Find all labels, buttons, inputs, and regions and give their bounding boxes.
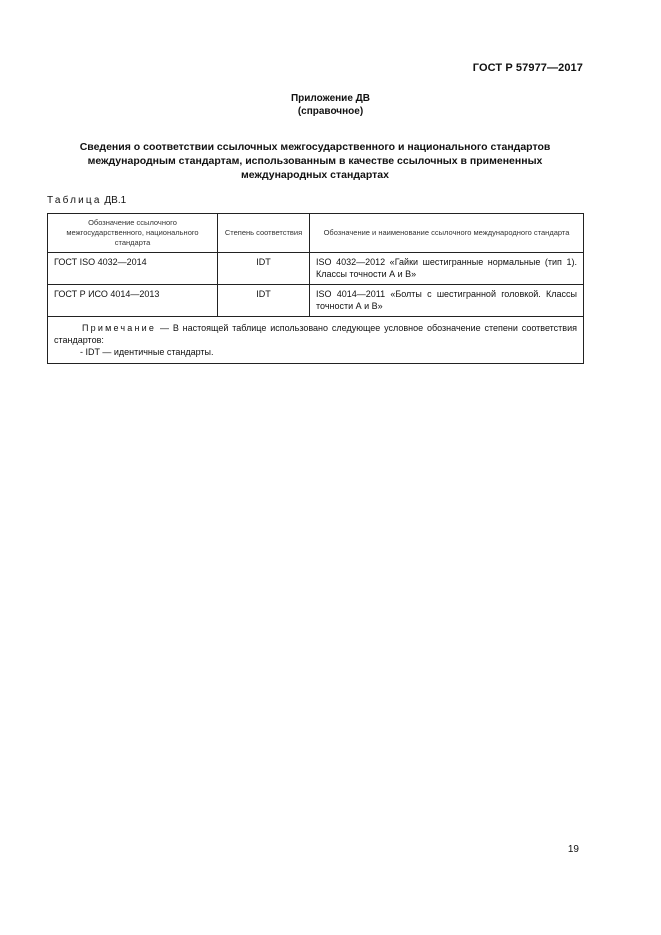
table-note bbox=[48, 317, 584, 364]
note-dash: — bbox=[159, 323, 169, 333]
table-note-row bbox=[48, 317, 584, 364]
header-cell-standard: Обозначение ссылочного межгосударственного, национального стандарта bbox=[48, 214, 218, 253]
section-heading-line: международным стандартам, использованным в качестве ссылочных в примененных bbox=[87, 155, 543, 167]
cell-standard: ГОСТ Р ИСО 4014—2013 bbox=[48, 285, 218, 317]
table-caption-word: Таблица bbox=[47, 195, 102, 206]
table-row bbox=[48, 285, 584, 317]
cell-degree: IDT bbox=[218, 253, 310, 285]
appendix-note: (справочное) bbox=[297, 106, 364, 117]
table-caption bbox=[47, 195, 126, 206]
appendix-title: Приложение ДВ bbox=[290, 93, 371, 104]
table-header-row bbox=[48, 214, 584, 253]
section-heading bbox=[60, 140, 570, 182]
table-caption-number: ДВ.1 bbox=[104, 195, 127, 206]
cell-degree: IDT bbox=[218, 285, 310, 317]
table-row bbox=[48, 253, 584, 285]
section-heading-line: Сведения о соответствии ссылочных межгосударственного и национального стандартов bbox=[79, 141, 551, 153]
note-text: В настоящей таблице использовано следующее условное обозначение степени соответствия стандартов: bbox=[54, 323, 577, 345]
note-label: Примечание bbox=[82, 323, 157, 333]
header-cell-degree: Степень соответствия bbox=[218, 214, 310, 253]
cell-international: ISO 4014—2011 «Болты с шестигранной головкой. Классы точности А и В» bbox=[310, 285, 584, 317]
cell-standard: ГОСТ ISO 4032—2014 bbox=[48, 253, 218, 285]
note-bullet: - IDT — идентичные стандарты. bbox=[80, 347, 214, 357]
document-code: ГОСТ Р 57977—2017 bbox=[472, 62, 583, 74]
correspondence-table bbox=[47, 213, 584, 364]
page-number: 19 bbox=[567, 844, 579, 855]
header-cell-international: Обозначение и наименование ссылочного международного стандарта bbox=[310, 214, 584, 253]
section-heading-line: международных стандартах bbox=[241, 169, 389, 181]
cell-international: ISO 4032—2012 «Гайки шестигранные нормальные (тип 1). Классы точности А и В» bbox=[310, 253, 584, 285]
